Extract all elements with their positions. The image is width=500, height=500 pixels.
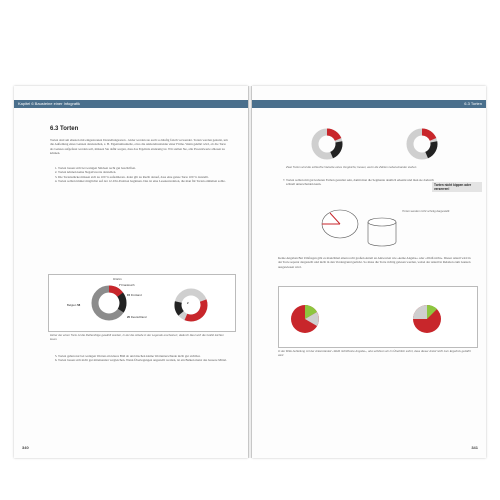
- bottom-pies-svg: [279, 287, 477, 347]
- section-title: 6.3 Torten: [50, 126, 79, 132]
- tips-list-item: 5. Torten gehen nur bei wenigen Werten ein klares Bild ab und machen kleine Wertunterschiede nicht gut sichtbar.: [58, 354, 234, 358]
- tips-list-item: 6. Torten lassen sich nicht gut miteinander vergleichen. Wenn Überlegungen angestellt werden, ist ein Balken meist das bessere Mittel.: [58, 358, 234, 362]
- tips-list-continued: [50, 354, 234, 363]
- left-header-title: Kapitel 6 Bausteine einer Infografik: [18, 101, 81, 106]
- tips-list-item: 3. Die Tortenstücke müssen sich zu 100 % aufaddieren. Jeder gilt zu Recht darauf, dass eine ganze Torte 100 % darstellt.: [58, 175, 234, 179]
- donut-label-deutschland: 20 Deutschland: [127, 315, 147, 319]
- pie-segment-grey: [413, 305, 427, 319]
- tips-list-right: [278, 178, 434, 187]
- tips-list-item: 4. Torten sollten immer möglichst auf der 12-Uhr-Position beginnen. Das ist eine Lesekonvention, die man für Torten einhalten sollte.: [58, 179, 234, 183]
- bottom-pie-figure: [278, 286, 478, 348]
- tips-list-item: 7. Torten sollten mit gut lesbaren Farben gestaltet sein, damit man die Segmente deutlich erkennt und man sie dadurch schnell unterscheiden kann.: [286, 178, 434, 187]
- tips-list: [50, 166, 234, 184]
- left-donut-figure: [48, 274, 236, 332]
- right-page: [252, 86, 486, 458]
- donut-label-belgien: Belgien 58: [67, 303, 81, 307]
- top-donuts-svg: [272, 124, 462, 164]
- keine-angaben-paragraph: Keine Angaben Bei Umfragen gibt es manchmal einen recht großen Anteil an Antworten wie »keine Angabe« oder »Weiß nicht«. Dieser Anteil wird in der Torte separat dargestellt und nicht in den Vordergrund gerückt. So muss die Torte richtig gelesen werden, wobei der Anteil in Relation zum Ganzen ausgewiesen wird.: [278, 256, 471, 269]
- tips-list-item: 1. Torten lassen sich bei wenigen Stücken recht gut beschriften.: [58, 166, 234, 170]
- intro-paragraph: Torten sind am ehesten mit eingestreuten Darstellungsarten - leider werden sie auch so häufig falsch verwendet. Torten werden genutzt, um die Aufteilung eines Ganzen darzustellen, z. B. Eigentumsanteile, etwa die Aktionärsstruktur einer Firma. Wenn geklärt wird, ob die Torte als Ganzes aufgefasst werden soll, müssen Sie dafür sorgen, dass das Ergebnis eindeutig ist. Wir stellen Sie, alle Prozentwerte ablesen zu können.: [50, 138, 228, 156]
- donut-label-frankreich: 7 Frankreich: [119, 283, 135, 287]
- right-header-bar: [252, 100, 486, 108]
- bottom-caption: In der Mitte Aufteilung mit der Antwortanteil »Weiß nicht/Keine Angabe«, also erfahren wir im Überblick sofort, dass dieser Anteil nicht zum Ergebnis gezählt wird.: [278, 349, 471, 357]
- page-number-right: 341: [471, 445, 478, 450]
- figure-caption: Hinter der einen Torte ist die Reihenfolge gewählt worden, in der die Anteile in der Legende erscheinen; dadurch lässt sich die Grafik leichter lesen.: [50, 333, 224, 341]
- tilted-pie-svg: [302, 206, 412, 252]
- side-note-box: Torten nicht kippen oder verzerren!: [432, 182, 482, 192]
- page-number-left: 340: [22, 445, 29, 450]
- top-caption: Zwei Torten sind die schlechte Variante eines Vergleichs; besser, wenn die Zahlen nebeneinander stehen.: [286, 165, 418, 169]
- tips-list-item: 2. Torten können keine Negativwerte darstellen.: [58, 170, 234, 174]
- right-header-title: 6.3 Torten: [464, 101, 482, 106]
- tilted-pie-caption: Torten werden nicht schräg dargestellt.: [402, 209, 451, 213]
- donut-label-gruen: 4 Grün: [113, 277, 122, 281]
- donut-center-value: 2: [187, 301, 189, 305]
- left-page: [14, 86, 248, 458]
- cylinder-top: [368, 218, 396, 226]
- donut-label-finnland: 15 Finnland: [127, 293, 142, 297]
